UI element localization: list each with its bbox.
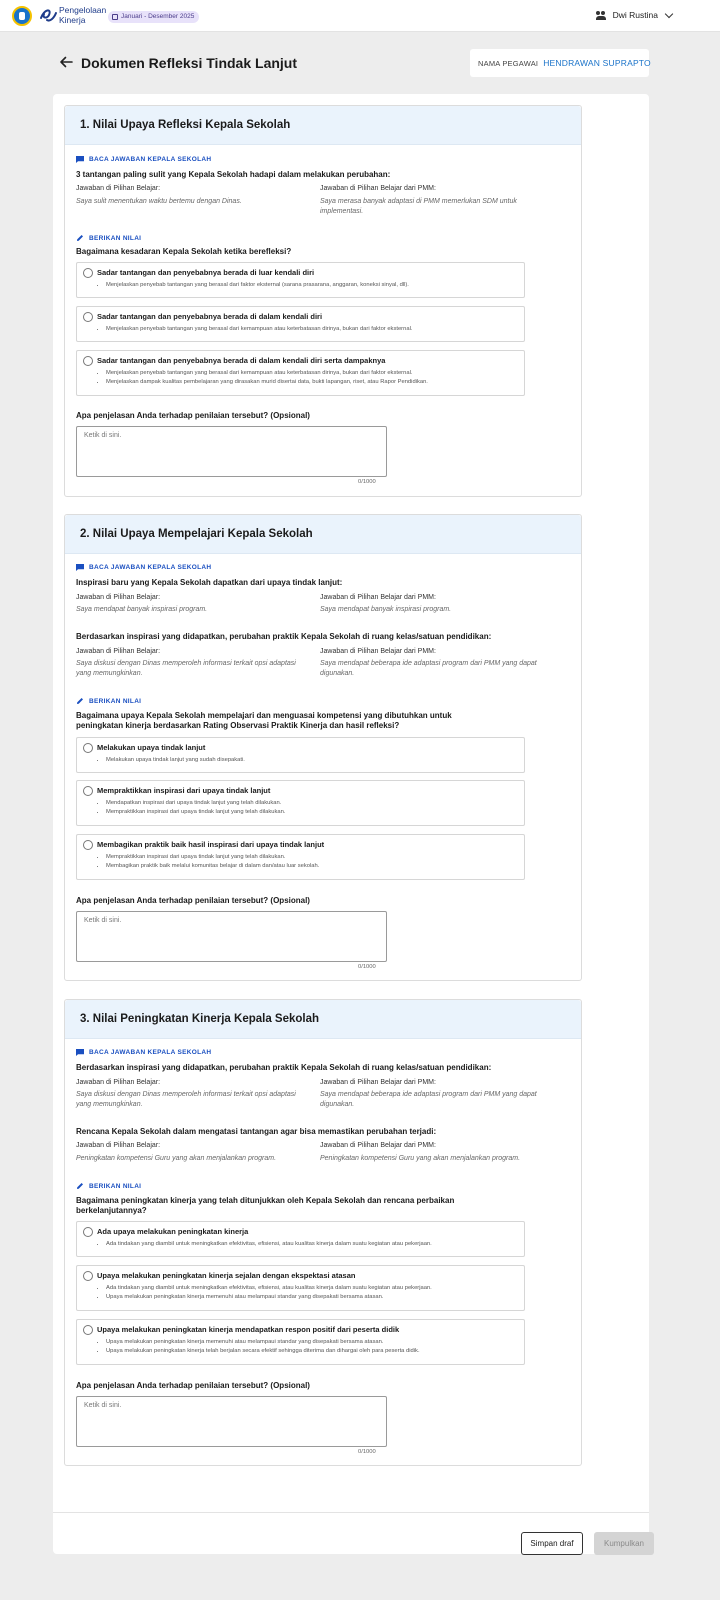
explanation-label: Apa penjelasan Anda terhadap penilaian tersebut? (Opsional): [76, 411, 310, 420]
user-name: Dwi Rustina: [612, 10, 658, 20]
answer-label-pmm: Jawaban di Pilihan Belajar dari PMM:: [320, 594, 436, 601]
flag-icon: [76, 156, 84, 163]
rate-label: [76, 1182, 141, 1190]
answer-value-learning: Saya diskusi dengan Dinas memperoleh informasi terkait opsi adaptasi yang memungkinkan.: [76, 1091, 296, 1108]
top-bar: [0, 0, 720, 32]
answer-label-learning: Jawaban di Pilihan Belajar:: [76, 594, 161, 601]
flag-icon: [76, 1049, 84, 1056]
app-logo-icon: [38, 5, 58, 25]
rate-label: [76, 697, 141, 705]
section-title: 2. Nilai Upaya Mempelajari Kepala Sekolah: [65, 515, 581, 554]
rating-question: Bagaimana peningkatan kinerja yang telah ditunjukkan oleh Kepala Sekolah dan rencana perbaikan berkelanjutannya?: [76, 1196, 455, 1215]
user-menu[interactable]: [596, 10, 658, 20]
question-text: Berdasarkan inspirasi yang didapatkan, perubahan praktik Kepala Sekolah di ruang kelas/satuan pendidikan:: [76, 1063, 492, 1072]
rating-option[interactable]: [76, 737, 525, 773]
section-title: 3. Nilai Peningkatan Kinerja Kepala Sekolah: [65, 1000, 581, 1039]
answer-label-pmm: Jawaban di Pilihan Belajar dari PMM:: [320, 648, 436, 655]
read-answer-text: BACA JAWABAN KEPALA SEKOLAH: [89, 564, 212, 571]
rating-option[interactable]: [76, 834, 525, 880]
option-bullets: [106, 369, 428, 387]
option-bullets: [106, 756, 245, 765]
option-bullets: [106, 1240, 432, 1249]
option-title: Membagikan praktik baik hasil inspirasi dari upaya tindak lanjut: [97, 840, 325, 849]
section-title: 1. Nilai Upaya Refleksi Kepala Sekolah: [65, 106, 581, 145]
rate-label-text: BERIKAN NILAI: [89, 234, 142, 242]
option-title: Melakukan upaya tindak lanjut: [97, 743, 206, 752]
explanation-input[interactable]: [76, 1396, 387, 1447]
pencil-icon: [76, 234, 84, 242]
option-bullet: • Ada tindakan yang diambil untuk meningkatkan efektivitas, efisiensi, atau kualitas kinerja dalam suatu kegiatan atau pekerjaan.: [106, 1240, 432, 1249]
radio-button[interactable]: [83, 743, 93, 753]
answer-value-pmm: Saya mendapat banyak inspirasi program.: [320, 606, 452, 613]
read-answer-text: BACA JAWABAN KEPALA SEKOLAH: [89, 156, 212, 163]
radio-button[interactable]: [83, 312, 93, 322]
question-text: Inspirasi baru yang Kepala Sekolah dapatkan dari upaya tindak lanjut:: [76, 578, 343, 587]
answer-label-learning: Jawaban di Pilihan Belajar:: [76, 1142, 161, 1149]
answer-value-learning: Saya diskusi dengan Dinas memperoleh informasi terkait opsi adaptasi yang memungkinkan.: [76, 660, 296, 677]
option-bullet: • Mempraktikkan inspirasi dari upaya tindak lanjut yang telah dilakukan.: [106, 853, 319, 862]
explanation-input[interactable]: [76, 911, 387, 962]
option-title: Sadar tantangan dan penyebabnya berada di dalam kendali diri serta dampaknya: [97, 356, 386, 365]
rate-label-text: BERIKAN NILAI: [89, 1182, 142, 1190]
answer-label-learning: Jawaban di Pilihan Belajar:: [76, 185, 161, 192]
rate-label-text: BERIKAN NILAI: [89, 697, 142, 705]
rating-option[interactable]: [76, 262, 525, 298]
option-bullet: • Menjelaskan penyebab tantangan yang berasal dari kemampuan atau keterbatasan dirinya, bukan dari faktor eksternal.: [106, 369, 428, 378]
period-label: Januari - Desember 2025: [121, 13, 195, 20]
option-bullets: [106, 281, 409, 290]
answer-value-pmm: Saya mendapat beberapa ide adaptasi program dari PMM yang dapat digunakan.: [320, 660, 537, 677]
chevron-down-icon[interactable]: [665, 10, 673, 18]
answer-value-pmm: Saya mendapat beberapa ide adaptasi program dari PMM yang dapat digunakan.: [320, 1091, 537, 1108]
answer-label-pmm: Jawaban di Pilihan Belajar dari PMM:: [320, 1142, 436, 1149]
period-chip[interactable]: [108, 11, 199, 23]
employee-name: HENDRAWAN SUPRAPTO: [543, 58, 651, 68]
radio-button[interactable]: [83, 268, 93, 278]
question-text: 3 tantangan paling sulit yang Kepala Sekolah hadapi dalam melakukan perubahan:: [76, 170, 391, 179]
employee-label: NAMA PEGAWAI: [478, 58, 539, 68]
rating-option[interactable]: [76, 1265, 525, 1311]
option-title: Mempraktikkan inspirasi dari upaya tindak lanjut: [97, 786, 271, 795]
radio-button[interactable]: [83, 356, 93, 366]
section-performance: [64, 999, 582, 1466]
option-title: Sadar tantangan dan penyebabnya berada di dalam kendali diri: [97, 312, 323, 321]
radio-button[interactable]: [83, 1271, 93, 1281]
option-bullet: • Ada tindakan yang diambil untuk meningkatkan efektivitas, efisiensi, atau kualitas kinerja dalam suatu kegiatan atau pekerjaan.: [106, 1284, 432, 1293]
option-bullet: • Melakukan upaya tindak lanjut yang sudah disepakati.: [106, 756, 245, 765]
answer-label-pmm: Jawaban di Pilihan Belajar dari PMM:: [320, 1079, 436, 1086]
option-bullet: • Mempraktikkan inspirasi dari upaya tindak lanjut yang telah dilakukan.: [106, 808, 285, 817]
radio-button[interactable]: [83, 1227, 93, 1237]
explanation-input[interactable]: [76, 426, 387, 477]
app-name-line1: Pengelolaan: [59, 5, 107, 15]
pencil-icon: [76, 1182, 84, 1190]
calendar-icon: [112, 14, 118, 20]
question-text: Berdasarkan inspirasi yang didapatkan, perubahan praktik Kepala Sekolah di ruang kelas/satuan pendidikan:: [76, 632, 492, 641]
users-icon: [596, 11, 607, 20]
option-bullets: [106, 799, 285, 817]
explanation-label: Apa penjelasan Anda terhadap penilaian tersebut? (Opsional): [76, 1381, 310, 1390]
answer-value-learning: Saya mendapat banyak inspirasi program.: [76, 606, 208, 613]
option-title: Sadar tantangan dan penyebabnya berada di luar kendali diri: [97, 268, 315, 277]
section-learning: [64, 514, 582, 981]
read-answer-label: [76, 1049, 211, 1056]
explanation-label: Apa penjelasan Anda terhadap penilaian tersebut? (Opsional): [76, 896, 310, 905]
save-draft-button[interactable]: Simpan draf: [521, 1532, 583, 1555]
rate-label: [76, 234, 141, 242]
answer-value-learning: Saya sulit menentukan waktu bertemu dengan Dinas.: [76, 198, 242, 205]
read-answer-label: [76, 156, 211, 163]
option-bullets: [106, 1284, 432, 1302]
app-name-line2: Kinerja: [59, 15, 86, 25]
rating-option[interactable]: [76, 1221, 525, 1257]
section-reflection: [64, 105, 582, 497]
option-bullet: • Upaya melakukan peningkatan kinerja memenuhi atau melampaui standar yang disepakati bersama atasan.: [106, 1338, 420, 1347]
answer-value-pmm: Saya merasa banyak adaptasi di PMM memerlukan SDM untuk implementasi.: [320, 198, 517, 215]
read-answer-label: [76, 564, 211, 571]
radio-button[interactable]: [83, 1325, 93, 1335]
option-bullet: • Upaya melakukan peningkatan kinerja telah berjalan secara efektif sehingga diterima dan dihargai oleh para peserta didik.: [106, 1347, 420, 1356]
ministry-logo-icon: [12, 6, 32, 26]
char-counter: 0/1000: [358, 479, 376, 485]
radio-button[interactable]: [83, 840, 93, 850]
flag-icon: [76, 564, 84, 571]
answer-label-learning: Jawaban di Pilihan Belajar:: [76, 1079, 161, 1086]
option-bullets: [106, 853, 319, 871]
option-bullet: • Menjelaskan penyebab tantangan yang berasal dari faktor eksternal (sarana prasarana, anggaran, koneksi sinyal, dll).: [106, 281, 409, 290]
option-bullets: [106, 1338, 420, 1356]
option-bullets: [106, 325, 412, 334]
option-title: Ada upaya melakukan peningkatan kinerja: [97, 1227, 249, 1236]
char-counter: 0/1000: [358, 1449, 376, 1455]
page-title: Dokumen Refleksi Tindak Lanjut: [81, 55, 298, 71]
rating-option[interactable]: [76, 306, 525, 342]
radio-button[interactable]: [83, 786, 93, 796]
option-bullet: • Upaya melakukan peningkatan kinerja memenuhi atau melampaui standar yang disepakati bersama atasan.: [106, 1293, 432, 1302]
rating-question: Bagaimana kesadaran Kepala Sekolah ketika berefleksi?: [76, 247, 292, 256]
submit-button[interactable]: Kumpulkan: [594, 1532, 654, 1555]
char-counter: 0/1000: [358, 964, 376, 970]
option-title: Upaya melakukan peningkatan kinerja mendapatkan respon positif dari peserta didik: [97, 1325, 400, 1334]
option-bullet: • Menjelaskan dampak kualitas pembelajaran yang dirasakan murid disertai data, bukti lapangan, riset, atau Rapor Pendidikan.: [106, 378, 428, 387]
employee-info: [470, 49, 649, 77]
rating-option[interactable]: [76, 1319, 525, 1365]
footer-divider: [53, 1512, 649, 1513]
question-text: Rencana Kepala Sekolah dalam mengatasi tantangan agar bisa memastikan perubahan terjadi:: [76, 1127, 437, 1136]
answer-label-pmm: Jawaban di Pilihan Belajar dari PMM:: [320, 185, 436, 192]
option-title: Upaya melakukan peningkatan kinerja sejalan dengan ekspektasi atasan: [97, 1271, 356, 1280]
rating-question: Bagaimana upaya Kepala Sekolah mempelajari dan menguasai kompetensi yang dibutuhkan untuk peningkatan kinerja berdasarkan Rating Observasi Praktik Kinerja dan hasil refleksi?: [76, 711, 452, 730]
answer-value-learning: Peningkatan kompetensi Guru yang akan menjalankan program.: [76, 1155, 277, 1162]
read-answer-text: BACA JAWABAN KEPALA SEKOLAH: [89, 1049, 212, 1056]
rating-option[interactable]: [76, 350, 525, 396]
pencil-icon: [76, 697, 84, 705]
option-bullet: • Mendapatkan inspirasi dari upaya tindak lanjut yang telah dilakukan.: [106, 799, 285, 808]
rating-option[interactable]: [76, 780, 525, 826]
answer-label-learning: Jawaban di Pilihan Belajar:: [76, 648, 161, 655]
back-arrow-icon[interactable]: [58, 54, 74, 70]
option-bullet: • Menjelaskan penyebab tantangan yang berasal dari kemampuan atau keterbatasan dirinya, bukan dari faktor eksternal.: [106, 325, 412, 334]
answer-value-pmm: Peningkatan kompetensi Guru yang akan menjalankan program.: [320, 1155, 521, 1162]
option-bullet: • Membagikan praktik baik melalui komunitas belajar di dalam dan/atau luar sekolah.: [106, 862, 319, 871]
